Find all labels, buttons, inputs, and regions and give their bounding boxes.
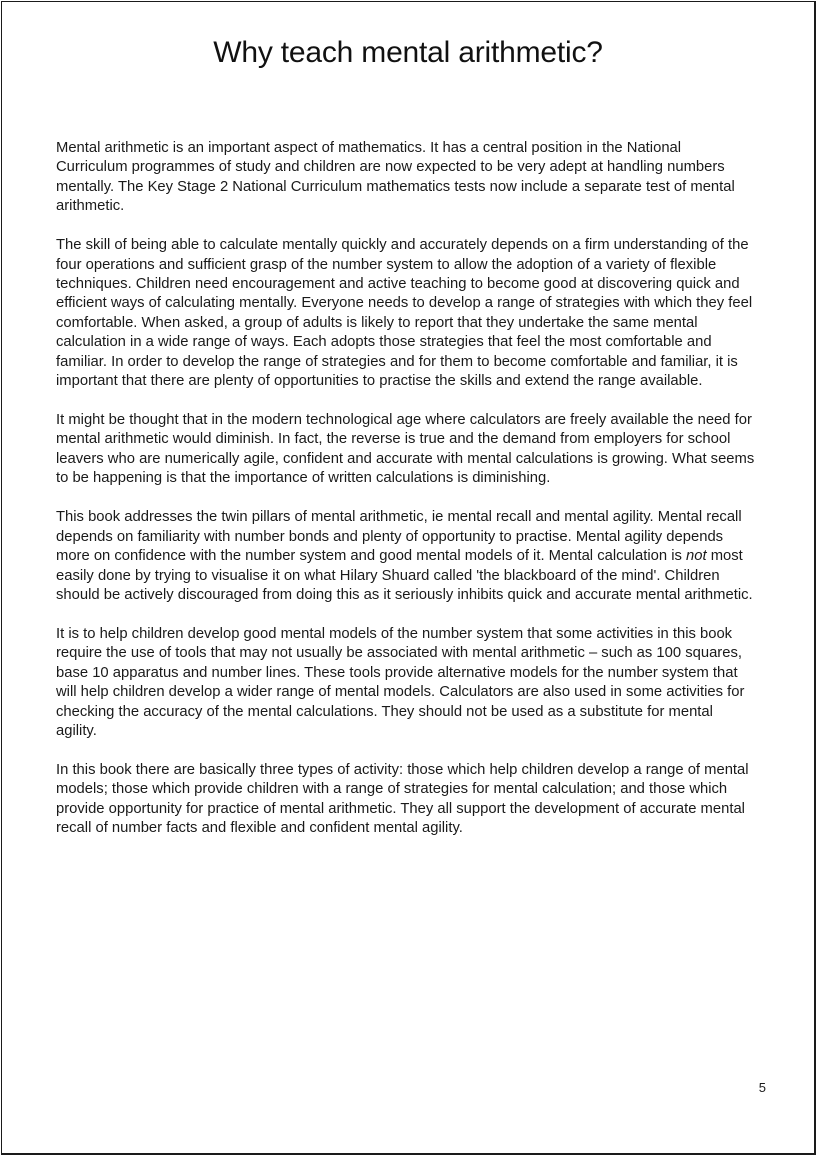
document-page: [1, 1, 816, 1155]
body-text: [56, 139, 756, 858]
paragraph-skill: The skill of being able to calculate mentally quickly and accurately depends on a firm understanding of the four operations and sufficient grasp of the number system to allow the adoption of a variety of flexible techniques. Children need encouragement and active teaching to become good at discovering quick and efficient ways of calculating mentally. Everyone needs to develop a range of strategies with which they feel comfortable. When asked, a group of adults is likely to report that they undertake the same mental calculation in a wide range of ways. Each adopts those strategies that feel the most comfortable and familiar. In order to develop the range of strategies and for them to become comfortable and familiar, it is important that there are plenty of opportunities to practise the skills and extend the range available.: [56, 237, 753, 390]
paragraph-twin-pillars: [56, 508, 756, 605]
page-title: Why teach mental arithmetic?: [213, 36, 603, 69]
paragraph-activity-types: In this book there are basically three types of activity: those which help children develop a range of mental models; those which provide children with a range of strategies for mental calculation; and those which provide opportunity for practice of mental arithmetic. They all support the development of accurate mental recall of number facts and flexible and confident mental agility.: [56, 761, 749, 837]
page-number: 5: [758, 1080, 766, 1095]
paragraph-mental-models: It is to help children develop good mental models of the number system that some activities in this book require the use of tools that may not usually be associated with mental arithmetic – such as 100 squares, base 10 apparatus and number lines. These tools provide alternative models for the number system that will help children develop a wider range of mental models. Calculators are also used in some activities for checking the accuracy of the mental calculations. They should not be used as a substitute for mental agility.: [56, 625, 745, 739]
paragraph-calculators: It might be thought that in the modern technological age where calculators are freely available the need for mental arithmetic would diminish. In fact, the reverse is true and the demand from employers for school leavers who are numerically agile, confident and accurate with mental calculations is growing. What seems to be happening is that the importance of written calculations is diminishing.: [56, 412, 755, 487]
emphasis-not: not: [686, 548, 707, 565]
paragraph-twin-pillars-after: most easily done by trying to visualise it on what Hilary Shuard called 'the blackboard of the mind'. Children should be actively discouraged from doing this as it seriously inhibits quick and accurate mental arithmetic.: [56, 548, 753, 603]
paragraph-importance: Mental arithmetic is an important aspect of mathematics. It has a central position in the National Curriculum programmes of study and children are now expected to be very adept at handling numbers mentally. The Key Stage 2 National Curriculum mathematics tests now include a separate test of mental arithmetic.: [56, 140, 735, 215]
paragraph-twin-pillars-before: This book addresses the twin pillars of mental arithmetic, ie mental recall and mental agility. Mental recall depends on familiarity with number bonds and plenty of opportunity to practise. Mental agility depends more on confidence with the number system and good mental models of it. Mental calculation is: [56, 509, 742, 565]
